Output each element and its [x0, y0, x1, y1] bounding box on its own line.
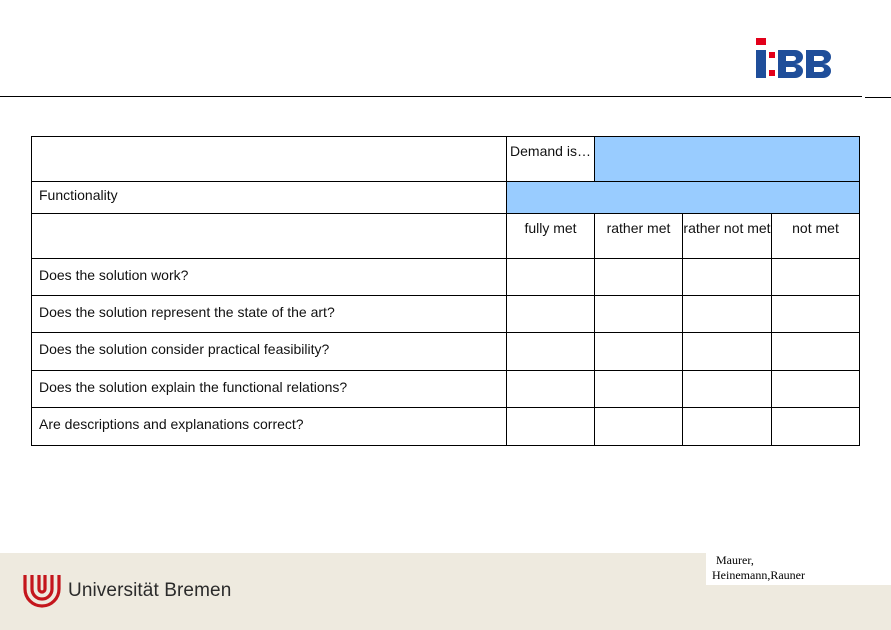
question-text: Does the solution consider practical feasibility?: [32, 333, 507, 371]
header-divider-right: [865, 97, 891, 98]
empty-cell: [32, 137, 507, 182]
rating-cell-not-met[interactable]: [772, 259, 860, 296]
authors-line: Heinemann,Rauner: [712, 568, 805, 582]
rating-cell-rather-met[interactable]: [595, 408, 683, 446]
rating-cell-fully-met[interactable]: [507, 333, 595, 371]
question-text: Does the solution work?: [32, 259, 507, 296]
rating-header: fully met: [507, 214, 595, 259]
question-row: [32, 296, 860, 333]
section-highlight-cell: [507, 182, 860, 214]
rating-cell-rather-not-met[interactable]: [683, 333, 772, 371]
rating-cell-rather-not-met[interactable]: [683, 408, 772, 446]
evaluation-table: [31, 136, 860, 446]
rating-header: rather met: [595, 214, 683, 259]
rating-header-row: [32, 214, 860, 259]
university-bremen-logo-icon: [22, 573, 62, 611]
rating-cell-not-met[interactable]: [772, 371, 860, 408]
authors-line: Maurer,: [716, 553, 754, 567]
rating-cell-rather-met[interactable]: [595, 296, 683, 333]
university-name: Universität Bremen: [68, 580, 232, 601]
rating-cell-fully-met[interactable]: [507, 259, 595, 296]
header-divider: [0, 96, 862, 97]
section-label: Functionality: [32, 182, 507, 214]
rating-cell-rather-met[interactable]: [595, 333, 683, 371]
rating-cell-not-met[interactable]: [772, 296, 860, 333]
rating-cell-fully-met[interactable]: [507, 408, 595, 446]
rating-header: rather not met: [683, 214, 772, 259]
demand-highlight-cell: [595, 137, 860, 182]
section-row: [32, 182, 860, 214]
question-row: [32, 333, 860, 371]
rating-cell-fully-met[interactable]: [507, 371, 595, 408]
question-text: Does the solution explain the functional relations?: [32, 371, 507, 408]
question-row: [32, 371, 860, 408]
question-row: [32, 259, 860, 296]
rating-cell-rather-not-met[interactable]: [683, 259, 772, 296]
ibb-logo: [756, 38, 846, 80]
demand-header: Demand is…: [507, 137, 595, 182]
question-text: Are descriptions and explanations correct?: [32, 408, 507, 446]
rating-cell-fully-met[interactable]: [507, 296, 595, 333]
rating-cell-rather-not-met[interactable]: [683, 371, 772, 408]
rating-cell-not-met[interactable]: [772, 333, 860, 371]
empty-cell: [32, 214, 507, 259]
demand-row: [32, 137, 860, 182]
rating-cell-rather-met[interactable]: [595, 371, 683, 408]
authors-credit: [712, 553, 805, 583]
rating-cell-not-met[interactable]: [772, 408, 860, 446]
question-row: [32, 408, 860, 446]
question-text: Does the solution represent the state of the art?: [32, 296, 507, 333]
rating-cell-rather-not-met[interactable]: [683, 296, 772, 333]
rating-cell-rather-met[interactable]: [595, 259, 683, 296]
rating-header: not met: [772, 214, 860, 259]
